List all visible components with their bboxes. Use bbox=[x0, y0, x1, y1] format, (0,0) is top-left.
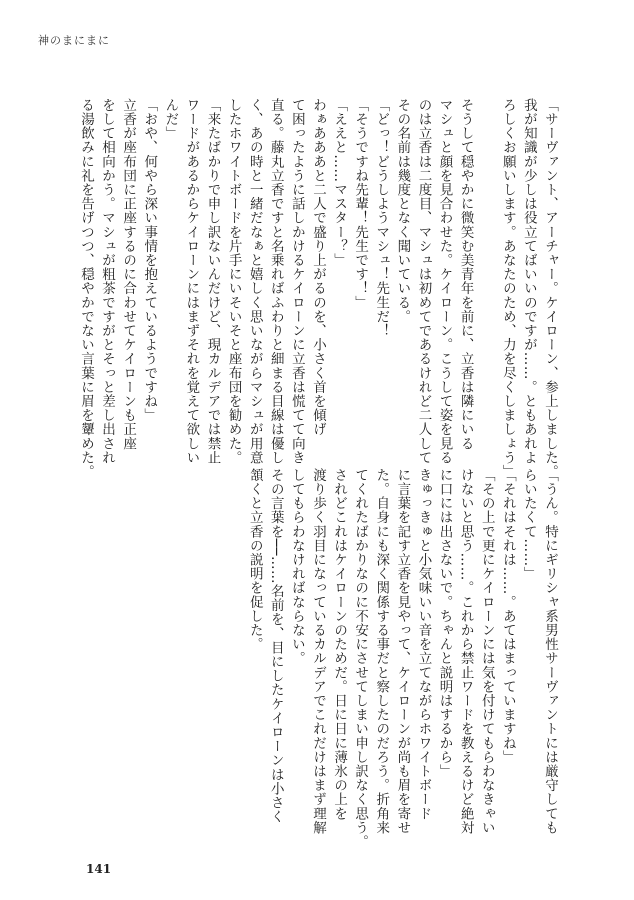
text-line: 立香が座布団に正座するのに合わせてケイローンも正座 bbox=[120, 98, 137, 451]
running-head: 神のまにまに bbox=[38, 34, 110, 47]
text-line: 「その上で更にケイローンには気を付けてもらわなきゃい bbox=[478, 468, 495, 835]
text-line: のは立香は二度目、マシュは初めてであるけれど二人して bbox=[415, 98, 432, 465]
text-line: きゅっきゅと小気味いい音を立てながらホワイトボード bbox=[415, 468, 432, 821]
text-line: わぁあああと二人で盛り上がるのを、小さく首を傾げ bbox=[309, 98, 326, 437]
text-line: く、あの時と一緒だなぁと嬉しく思いながらマシュが用意 bbox=[246, 98, 263, 465]
text-line: けないと思う……。これから禁止ワードを教えるけど絶対 bbox=[457, 468, 474, 835]
text-line: その名前は幾度となく聞いている。 bbox=[394, 98, 411, 324]
text-line: 「それはそれは……。あてはまっていますね」 bbox=[499, 468, 516, 765]
text-line: その言葉を──……名前を、目にしたケイローンは小さく bbox=[267, 468, 284, 824]
text-line: 我が知識が少しは役立てばいいのですが……。ともあれよ bbox=[520, 98, 537, 465]
text-line: 頷くと立香の説明を促した。 bbox=[246, 468, 263, 652]
text-line: マシュと顔を見合わせた。ケイローン。こうして姿を見る bbox=[436, 98, 453, 465]
paragraph-gap bbox=[476, 98, 497, 468]
text-line: ろしくお願いします。あなたのため、力を尽くしましょう」 bbox=[499, 98, 516, 479]
text-line: ワードがあるからケイローンにはまずそれを覚えて欲しい bbox=[183, 98, 200, 465]
text-line: て困ったように話しかけるケイローンに立香は慌てて向き bbox=[288, 98, 305, 465]
text-line: る湯飲みに礼を告げつつ、穏やかでない言葉に眉を顰めた。 bbox=[77, 98, 94, 479]
page-number: 141 bbox=[86, 862, 112, 876]
text-block-top bbox=[75, 98, 560, 479]
text-line: に言葉を記す立香を見やって、ケイローンが尚も眉を寄せ bbox=[394, 468, 411, 835]
text-line: したホワイトボードを片手にいそいそと座布団を勧めた。 bbox=[225, 98, 242, 465]
text-line: んだ」 bbox=[162, 98, 179, 141]
text-line: 直る。藤丸立香ですと名乗ればふわりと細まる目線は優し bbox=[267, 98, 284, 465]
text-block-bottom bbox=[244, 468, 560, 849]
text-line: 「どっ！どうしようマシュ！先生だ！ bbox=[373, 98, 390, 338]
text-line: てくれたばかりなのに不安にさせてしまい申し訳なく思う。 bbox=[352, 468, 369, 849]
text-line: をして相向かう。マシュが粗茶ですがとそっと差し出され bbox=[99, 98, 116, 465]
text-line: に口には出さないで。ちゃんと説明はするから」 bbox=[436, 468, 453, 779]
text-line: 「サーヴァント、アーチャー。ケイローン、参上しました。 bbox=[542, 98, 558, 479]
text-line: されどこれはケイローンのためだ。日に日に薄氷の上を bbox=[331, 468, 348, 821]
text-line: 「来たばかりで申し訳ないんだけど、現カルデアでは禁止 bbox=[204, 98, 221, 465]
text-line: 「そうですね先輩！先生です！」 bbox=[352, 98, 369, 310]
text-line: 渡り歩く羽目になっているカルデアでこれだけはまず理解 bbox=[309, 468, 326, 835]
text-line: 「うん。特にギリシャ系男性サーヴァントには厳守しても bbox=[542, 468, 558, 835]
text-line: 「ええと……マスター？」 bbox=[331, 98, 348, 268]
text-line: らいたくて……」 bbox=[520, 468, 537, 581]
text-line: そうして穏やかに微笑む美青年を前に、立香は隣にいる bbox=[457, 98, 474, 451]
text-line: た。自身にも深く関係する事だと察したのだろう。折角来 bbox=[373, 468, 390, 835]
text-line: 「おや、何やら深い事情を抱えているようですね」 bbox=[141, 98, 158, 423]
text-line: してもらわなければならない。 bbox=[288, 468, 305, 666]
